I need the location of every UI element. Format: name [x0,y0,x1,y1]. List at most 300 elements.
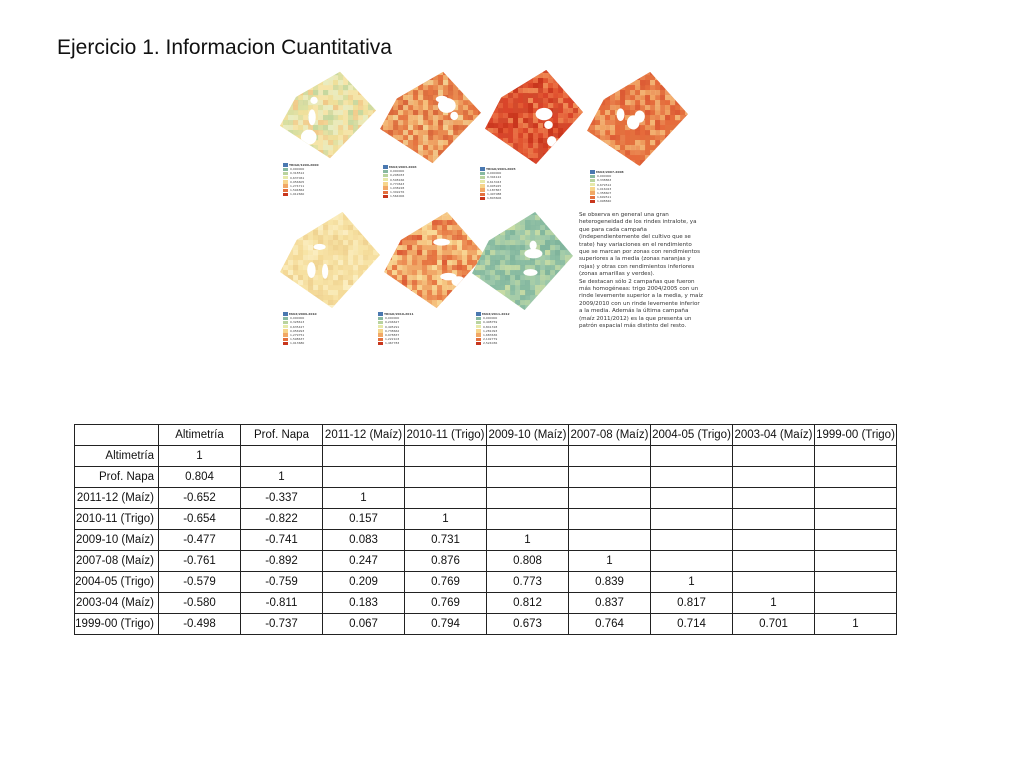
map-pixel [605,155,611,161]
map-pixel [392,220,398,226]
map-pixel [458,115,464,121]
map-pixel [565,250,571,256]
map-pixel [480,305,486,311]
map-pixel [498,78,504,84]
map-pixel [452,220,458,226]
map-pixel [358,100,364,106]
map-pixel [437,220,443,226]
map-pixel [468,80,474,86]
map-pixel [293,220,299,226]
map-pixel [318,130,324,136]
map-pixel [550,310,556,312]
map-pixel [498,103,504,109]
map-pixel [393,120,399,126]
map-pixel [422,275,428,281]
map-pixel [283,245,289,251]
map-pixel [353,130,359,136]
legend-value: 1,349276 [390,190,405,195]
map-pixel [413,155,419,161]
map-pixel [358,240,364,246]
map-pixel [448,145,454,151]
map-pixel [392,225,398,231]
map-pixel [432,225,438,231]
map-pixel [353,260,359,266]
map-pixel [498,143,504,149]
map-pixel [348,155,354,160]
map-pixel [543,88,549,94]
map-pixel [645,150,651,156]
map-pixel [620,70,626,76]
map-pixel [348,210,354,216]
map-pixel [483,153,489,159]
map-pixel [578,83,584,89]
map-pixel [418,80,424,86]
map-pixel [585,135,591,141]
map-pixel [555,240,561,246]
map-pixel [373,210,379,216]
map-pixel [480,275,486,281]
map-pixel [368,240,374,246]
map-pixel [462,255,468,261]
map-pixel [535,295,541,301]
map-pixel [303,275,309,281]
map-pixel [490,220,496,226]
map-pixel [413,105,419,111]
map-pixel [475,280,481,286]
map-pixel [343,245,349,251]
map-pixel [545,280,551,286]
map-pixel [353,210,359,216]
map-pixel [338,100,344,106]
map-pixel [418,120,424,126]
map-pixel [343,285,349,291]
map-pixel [513,133,519,139]
map-pixel [470,250,476,256]
map-pixel [303,245,309,251]
map-pixel [363,230,369,236]
map-pixel [543,98,549,104]
map-pixel [333,255,339,261]
map-pixel [363,275,369,281]
map-hole [617,108,625,121]
map-pixel [560,300,566,306]
map-pixel [535,235,541,241]
map-pixel [468,110,474,116]
map-pixel [427,265,433,271]
map-pixel [438,135,444,141]
map-pixel [600,115,606,121]
map-pixel [533,88,539,94]
map-pixel [568,138,574,144]
map-pixel [363,145,369,151]
map-pixel [505,255,511,261]
map-pixel [570,245,575,251]
map-pixel [452,290,458,296]
map-pixel [397,225,403,231]
map-pixel [323,140,329,146]
map-pixel [625,90,631,96]
map-pixel [635,75,641,81]
map-pixel [578,123,584,129]
map-pixel [283,300,289,306]
map-pixel [313,80,319,86]
map-pixel [590,70,596,76]
map-pixel [475,255,481,261]
map-pixel [333,305,339,310]
map-pixel [573,133,579,139]
table-cell: 0.773 [487,572,569,593]
map-pixel [338,235,344,241]
map-pixel [578,148,584,154]
map-pixel [595,150,601,156]
map-pixel [358,260,364,266]
map-pixel [333,260,339,266]
legend-swatch [378,321,383,324]
map-pixel [373,245,379,251]
map-pixel [518,138,524,144]
map-pixel [543,133,549,139]
map-pixel [675,125,681,131]
map-pixel [323,210,329,216]
map-pixel [650,100,656,106]
map-pixel [543,103,549,109]
map-pixel [278,80,284,86]
map-pixel [568,158,574,164]
map-pixel [513,68,519,74]
map-pixel [570,210,575,216]
map-pixel [398,100,404,106]
map-pixel [545,250,551,256]
map-pixel [318,90,324,96]
map-pixel [568,98,574,104]
map-pixel [348,75,354,81]
map-pixel [630,75,636,81]
map-pixel [343,280,349,286]
map-pixel [418,160,424,165]
map-pixel [528,68,534,74]
map-pixel [538,128,544,134]
map-pixel [530,285,536,291]
map-pixel [468,95,474,101]
map-pixel [645,90,651,96]
map-pixel [303,80,309,86]
map-pixel [417,210,423,216]
map-pixel [403,90,409,96]
map-pixel [595,120,601,126]
map-pixel [600,105,606,111]
table-cell: -0.654 [159,509,241,530]
map-pixel [518,133,524,139]
map-pixel [463,95,469,101]
map-pixel [573,98,579,104]
map-pixel [408,75,414,81]
map-pixel [333,70,339,76]
table-cell: 0.794 [405,614,487,635]
map-pixel [488,78,494,84]
map-pixel [413,125,419,131]
map-pixel [398,155,404,161]
map-pixel [343,145,349,151]
map-pixel [498,98,504,104]
map-pixel [383,145,389,151]
map-pixel [495,270,501,276]
map-pixel [437,300,443,306]
map-pixel [373,265,379,271]
map-pixel [363,235,369,241]
map-pixel [505,260,511,266]
map-pixel [368,100,374,106]
map-pixel [650,95,656,101]
map-pixel [438,120,444,126]
map-pixel [558,73,564,79]
map-pixel [495,275,501,281]
map-pixel [348,270,354,276]
map-pixel [615,165,621,168]
map-pixel [343,275,349,281]
map-pixel [428,135,434,141]
map-pixel [555,260,561,266]
map-pixel [475,270,481,276]
table-cell [733,572,815,593]
map-pixel [513,138,519,144]
map-hole [523,269,537,276]
map-hole [308,109,315,125]
map-pixel [545,230,551,236]
map-pixel [298,225,304,231]
table-cell: 1 [487,530,569,551]
map-pixel [665,135,671,141]
map-pixel [382,280,388,286]
map-pixel [513,128,519,134]
map-pixel [550,220,556,226]
map-pixel [655,90,661,96]
map-pixel [595,140,601,146]
map-pixel [443,155,449,161]
map-pixel [545,210,551,216]
map-pixel [523,133,529,139]
map-pixel [510,250,516,256]
map-pixel [560,265,566,271]
map-pixel [462,260,468,266]
map-pixel [635,70,641,76]
map-pixel [348,265,354,271]
map-pixel [402,275,408,281]
map-pixel [382,240,388,246]
map-pixel [650,125,656,131]
map-pixel [387,210,393,216]
map-pixel [565,305,571,311]
map-pixel [485,285,491,291]
map-pixel [625,155,631,161]
map-pixel [288,300,294,306]
map-pixel [308,255,314,261]
map-pixel [417,275,423,281]
map-pixel [343,295,349,301]
map-pixel [343,125,349,131]
map-pixel [453,125,459,131]
map-pixel [308,145,314,151]
map-pixel [437,290,443,296]
map-pixel [308,305,314,310]
map-pixel [457,260,463,266]
map-pixel [480,285,486,291]
map-pixel [343,270,349,276]
map-pixel [500,260,506,266]
map-pixel [412,235,418,241]
map-pixel [288,270,294,276]
map-pixel [500,240,506,246]
map-pixel [323,230,329,236]
map-pixel [407,275,413,281]
map-pixel [510,300,516,306]
map-pixel [595,165,601,168]
map-pixel [670,160,676,166]
map-pixel [468,105,474,111]
map-pixel [447,225,453,231]
map-pixel [412,280,418,286]
map-pixel [553,103,559,109]
map-pixel [427,260,433,266]
map-pixel [343,255,349,261]
map-pixel [578,73,584,79]
map-pixel [358,225,364,231]
table-cell: -0.761 [159,551,241,572]
map-pixel [333,95,339,101]
legend-value: 0,956605 [290,179,305,184]
map-pixel [615,145,621,151]
map-pixel [538,78,544,84]
map-pixel [407,270,413,276]
map-pixel [373,300,379,306]
map-pixel [423,135,429,141]
map-pixel [373,250,379,256]
table-column-header: 2003-04 (Maíz) [733,425,815,446]
map-pixel [448,125,454,131]
map-pixel [685,135,690,141]
map-pixel [323,295,329,301]
map-pixel [523,98,529,104]
map-pixel [548,153,554,159]
table-cell [569,446,651,467]
map-pixel [453,135,459,141]
map-pixel [573,138,579,144]
map-pixel [550,250,556,256]
map-pixel [570,240,575,246]
map-pixel [550,240,556,246]
map-pixel [298,290,304,296]
map-pixel [298,70,304,76]
map-pixel [462,230,468,236]
map-pixel [523,93,529,99]
map-pixel [665,160,671,166]
map-pixel [427,240,433,246]
map-pixel [480,210,486,216]
layer-icon [378,312,383,316]
map-pixel [298,80,304,86]
map-pixel [378,105,384,111]
map-pixel [343,110,349,116]
map-pixel [473,90,479,96]
map-pixel [393,150,399,156]
map-pixel [483,88,489,94]
map-pixel [590,100,596,106]
map-pixel [397,255,403,261]
map-pixel [525,235,531,241]
map-pixel [538,98,544,104]
map-pixel [403,85,409,91]
map-pixel [615,80,621,86]
yield-map-1 [278,70,378,160]
table-cell: -0.811 [241,593,323,614]
map-pixel [353,150,359,156]
map-pixel [288,255,294,261]
map-pixel [338,275,344,281]
map-pixel [333,75,339,81]
map-pixel [458,130,464,136]
map-pixel [665,110,671,116]
map-pixel [685,120,690,126]
map-pixel [480,215,486,221]
map-pixel [610,155,616,161]
map-pixel [468,140,474,146]
map-pixel [570,310,575,312]
map-pixel [475,210,481,216]
map-pixel [368,140,374,146]
map-pixel [368,75,374,81]
map-pixel [378,75,384,81]
map-pixel [458,150,464,156]
map-pixel [635,85,641,91]
map-pixel [525,260,531,266]
map-pixel [475,215,481,221]
map-pixel [490,295,496,301]
map-pixel [528,153,534,159]
map-pixel [660,160,666,166]
map-pixel [555,290,561,296]
map-pixel [418,140,424,146]
map-pixel [600,150,606,156]
map-pixel [595,95,601,101]
map-pixel [358,275,364,281]
map-pixel [328,120,334,126]
table-column-header: 2010-11 (Trigo) [405,425,487,446]
map-pixel [518,78,524,84]
map-pixel [442,225,448,231]
map-pixel [483,108,489,114]
map-pixel [288,265,294,271]
map-pixel [480,225,486,231]
map-pixel [393,125,399,131]
map-pixel [398,125,404,131]
map-pixel [378,115,384,121]
map-pixel [488,93,494,99]
map-pixel [318,115,324,121]
map-pixel [407,300,413,306]
map-pixel [358,270,364,276]
map-pixel [558,138,564,144]
map-pixel [318,255,324,261]
map-pixel [288,295,294,301]
map-pixel [483,83,489,89]
map-pixel [550,260,556,266]
map-pixel [615,155,621,161]
map-pixel [565,295,571,301]
map-pixel [457,220,463,226]
map-pixel [457,225,463,231]
map-pixel [545,225,551,231]
map-pixel [308,250,314,256]
legend-swatch [476,338,481,341]
